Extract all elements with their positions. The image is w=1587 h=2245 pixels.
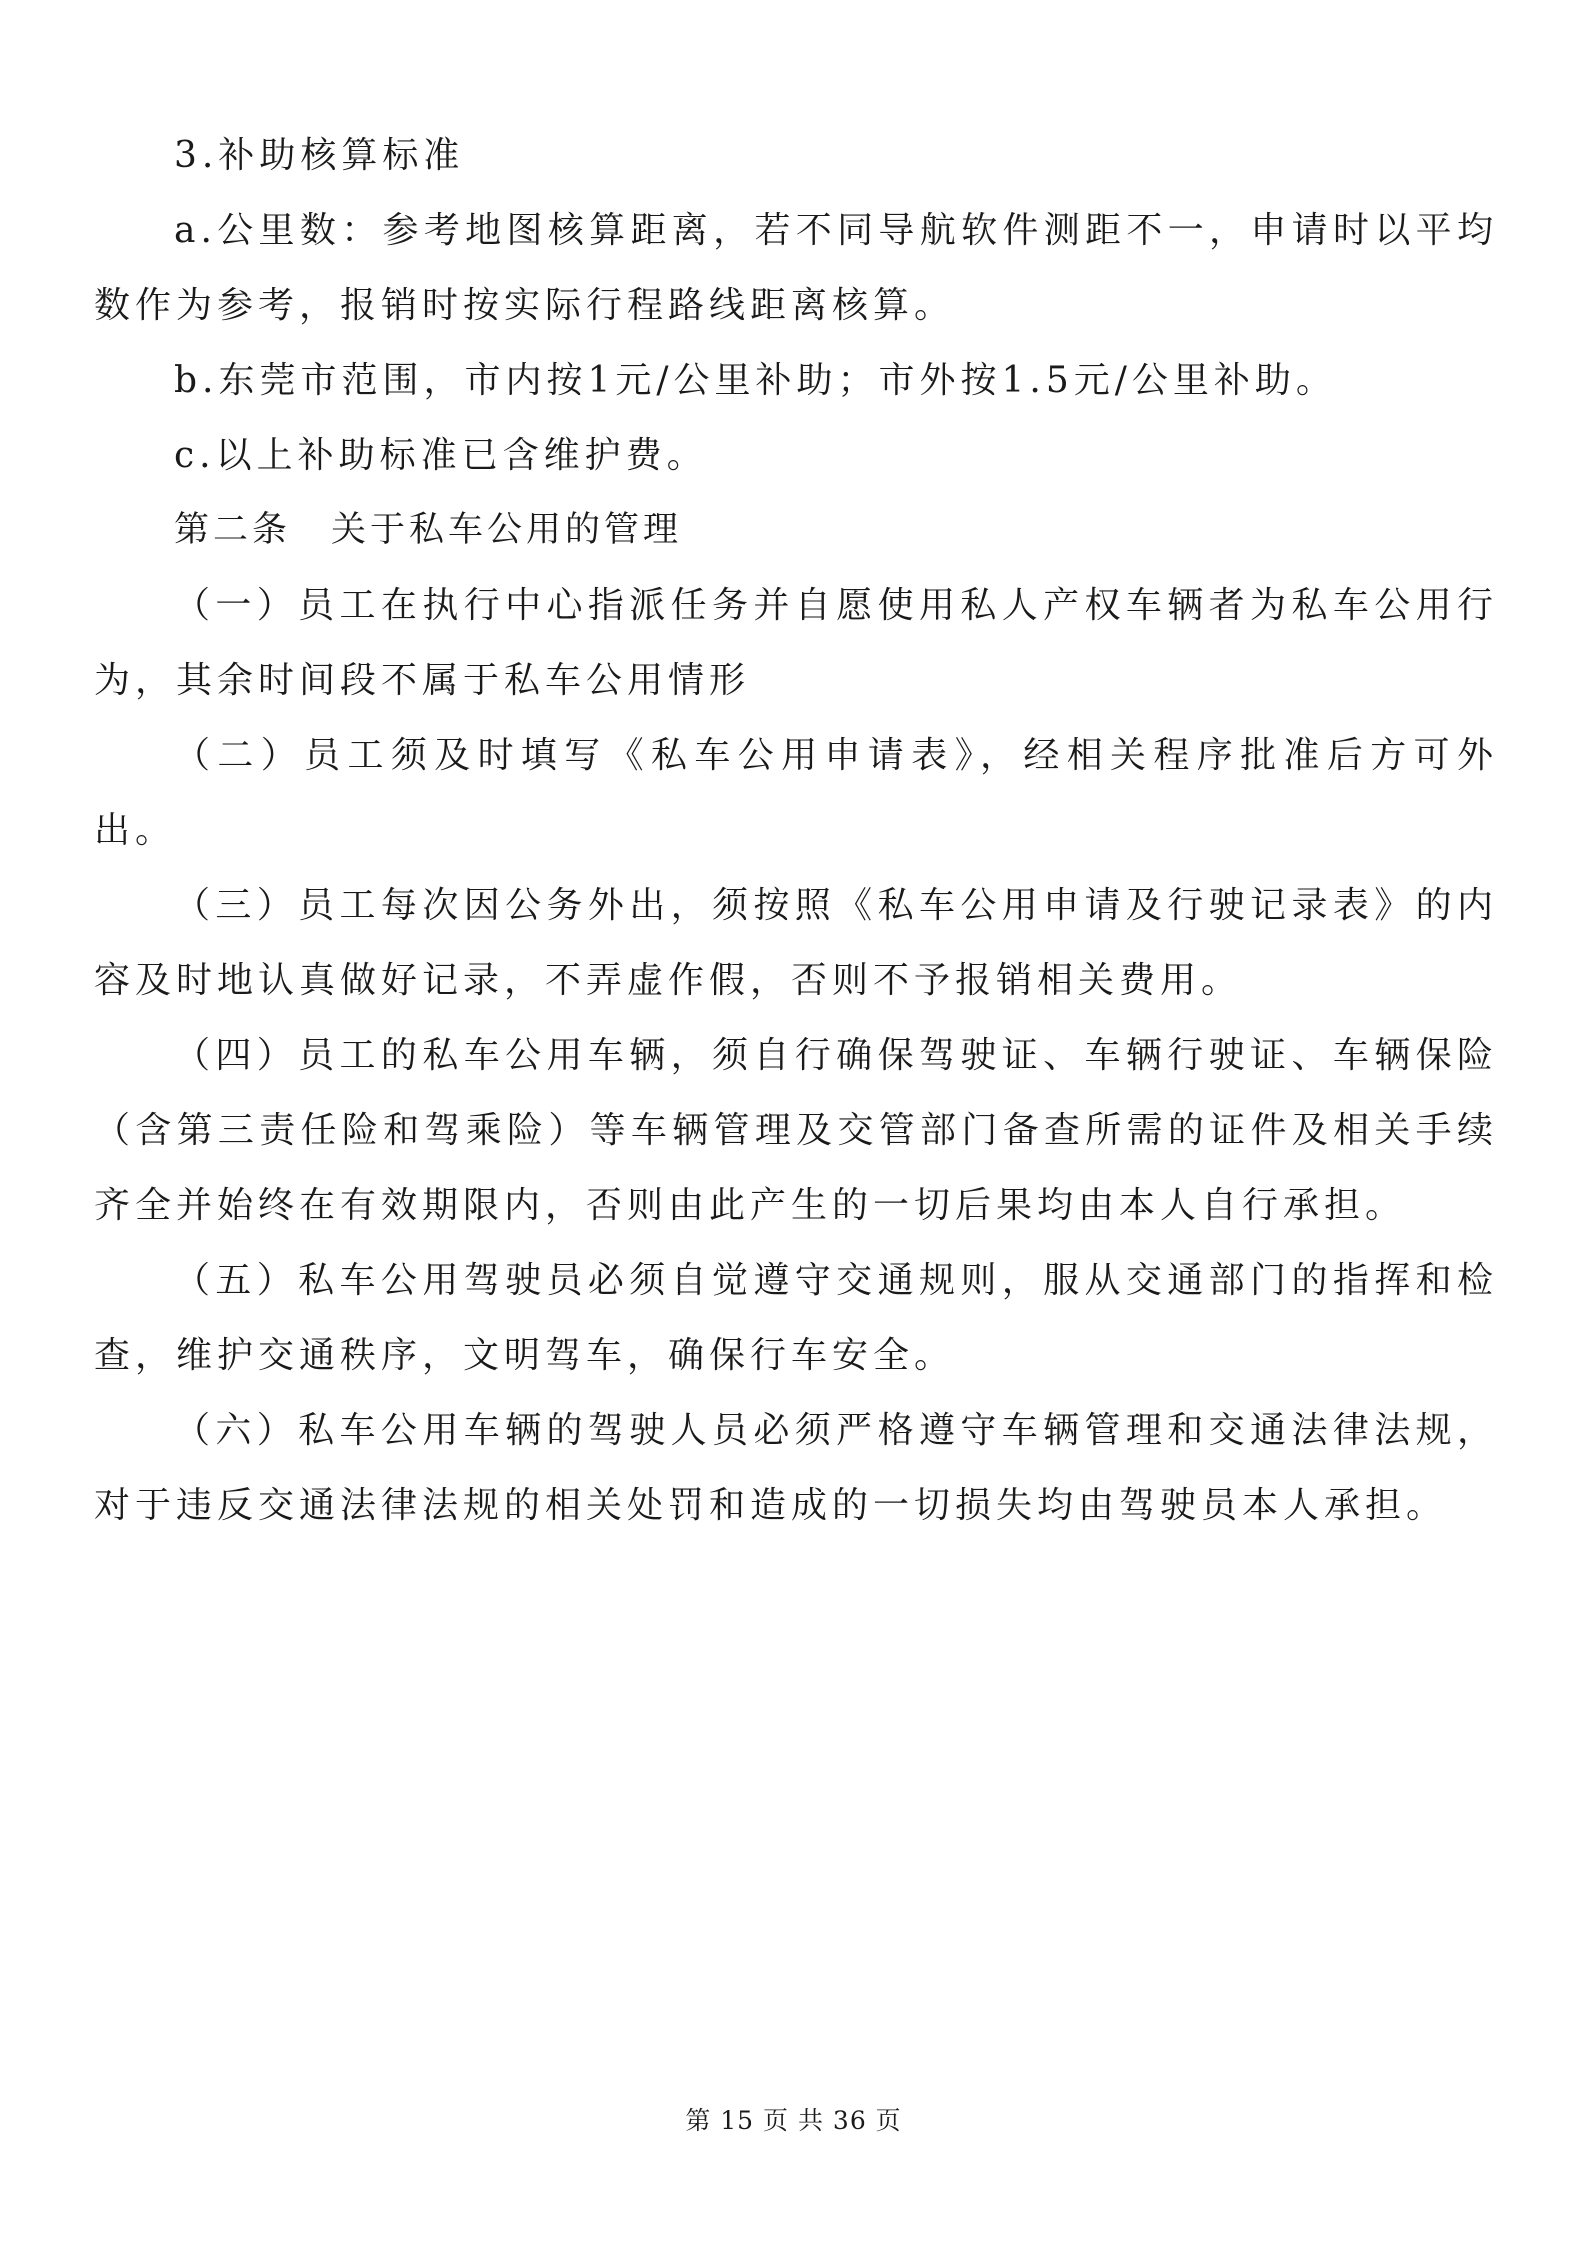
subsidy-item-b: b.东莞市范围，市内按1元/公里补助；市外按1.5元/公里补助。 (174, 360, 1337, 401)
article-number: 第二条 (174, 510, 292, 550)
clause-2: （二）员工须及时填写《私车公用申请表》，经相关程序批准后方可外出。 (94, 735, 1498, 851)
clause-3: （三）员工每次因公务外出，须按照《私车公用申请及行驶记录表》的内容及时地认真做好记录，不弄虚作假，否则不予报销相关费用。 (94, 885, 1498, 1001)
subsidy-item-c: c.以上补助标准已含维护费。 (174, 435, 708, 476)
article-heading (94, 493, 1498, 568)
clause-4: （四）员工的私车公用车辆，须自行确保驾驶证、车辆行驶证、车辆保险（含第三责任险和驾乘险）等车辆管理及交管部门备查所需的证件及相关手续齐全并始终在有效期限内，否则由此产生的一切后果均由本人自行承担。 (94, 1035, 1498, 1226)
document-body (94, 118, 1498, 1543)
clause-5: （五）私车公用驾驶员必须自觉遵守交通规则，服从交通部门的指挥和检查，维护交通秩序，文明驾车，确保行车安全。 (94, 1260, 1498, 1376)
clause-6: （六）私车公用车辆的驾驶人员必须严格遵守车辆管理和交通法律法规，对于违反交通法律法规的相关处罚和造成的一切损失均由驾驶员本人承担。 (94, 1410, 1498, 1526)
section-title: 3.补助核算标准 (174, 135, 465, 176)
subsidy-item-a: a.公里数：参考地图核算距离，若不同导航软件测距不一，申请时以平均数作为参考，报销时按实际行程路线距离核算。 (94, 210, 1498, 326)
article-title: 关于私车公用的管理 (331, 510, 683, 550)
page-number: 第 15 页 共 36 页 (685, 2106, 902, 2135)
clause-1: （一）员工在执行中心指派任务并自愿使用私人产权车辆者为私车公用行为，其余时间段不属于私车公用情形 (94, 585, 1498, 701)
